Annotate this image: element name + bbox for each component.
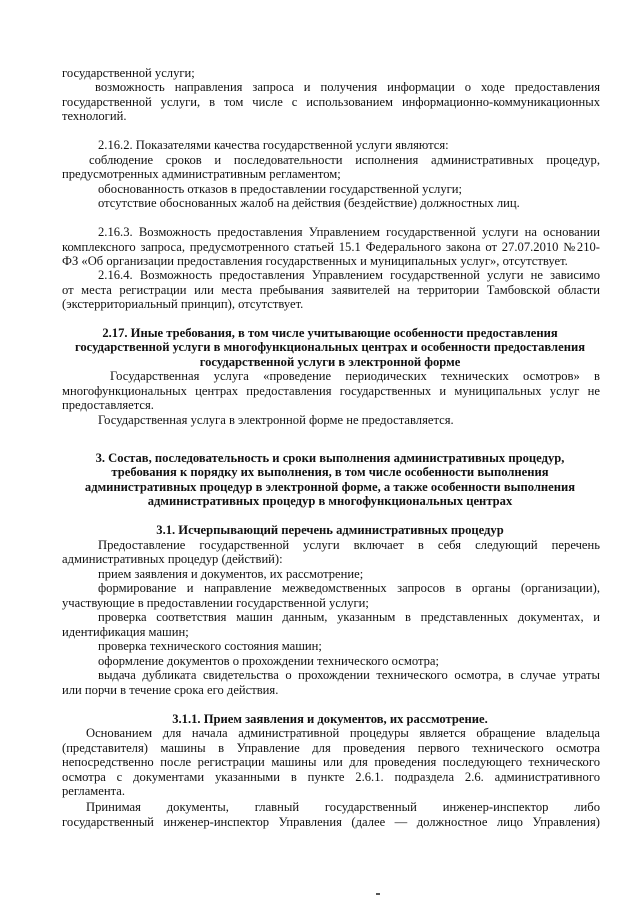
text-line: государственный инженер-инспектор Управления (далее — должностное лицо Управления) [62,815,600,829]
text-line: выдача дубликата свидетельства о прохождении технического осмотра, в случае утраты [98,668,600,682]
text-line: административных процедур (действий): [62,552,283,566]
text-line: государственной услуги, в том числе с использованием информационно-коммуникационных [62,95,600,109]
section-heading: 3. Состав, последовательность и сроки выполнения административных процедур, [95,451,565,465]
text-line: 2.16.4. Возможность предоставления Управлением государственной услуги не зависимо [98,268,600,282]
text-line: регламента. [62,784,125,798]
text-line: идентификация машин; [62,625,189,639]
text-line: (экстерриториальный принцип), отсутствует. [62,297,304,311]
section-heading: государственной услуги в электронной форме [199,355,461,369]
text-line: проверка соответствия машин данным, указанным в представленных документах, и [98,610,600,624]
text-line: 2.16.2. Показателями качества государственной услуги являются: [98,138,449,152]
text-line: (представителя) машины в Управление для проведения первого технического осмотра [62,741,600,755]
text-line: предоставляется. [62,398,154,412]
section-heading: 2.17. Иные требования, в том числе учитывающие особенности предоставления [102,326,558,340]
text-line: обоснованность отказов в предоставлении государственной услуги; [98,182,463,196]
section-heading: административных процедур в многофункциональных центрах [147,494,513,508]
text-line: Принимая документы, главный государственный инженер-инспектор либо [86,800,600,814]
text-line: государственной услуги; [62,66,195,80]
text-line: предусмотренных административным регламентом; [62,167,341,181]
text-line: технологий. [62,109,127,123]
text-line: или порчи в течение срока его действия. [62,683,279,697]
text-line: прием заявления и документов, их рассмотрение; [98,567,364,581]
text-line: от места регистрации или места пребывания заявителей на территории Тамбовской области [62,283,600,297]
text-line: соблюдение сроков и последовательности исполнения административных процедур, [89,153,600,167]
section-heading: административных процедур в электронной форме, а также особенности выполнения [84,480,576,494]
section-heading: государственной услуги в многофункциональных центрах и особенности предоставления [74,340,586,354]
text-line: возможность направления запроса и получения информации о ходе предоставления [95,80,600,94]
text-line: проверка технического состояния машин; [98,639,322,653]
text-line: комплексного запроса, предусмотренного статьей 15.1 Федерального закона от 27.07.2010 №210- [62,240,600,254]
text-line: оформление документов о прохождении технического осмотра; [98,654,440,668]
subsection-heading: 3.1. Исчерпывающий перечень административных процедур [156,523,504,537]
text-line: Государственная услуга в электронной форме не предоставляется. [98,413,454,427]
text-line: отсутствие обоснованных жалоб на действия (бездействие) должностных лиц. [98,196,520,210]
text-line: непосредственно после регистрации машины или для проведения последующего технического [62,755,600,769]
text-line: Основанием для начала административной процедуры является обращение владельца [86,726,600,740]
scan-speck [376,893,380,895]
text-line: ФЗ «Об организации предоставления государственных и муниципальных услуг», отсутствует. [62,254,568,268]
text-line: Государственная услуга «проведение периодических технических осмотров» в [110,369,600,383]
text-line: участвующие в предоставлении государственной услуги; [62,596,369,610]
text-line: 2.16.3. Возможность предоставления Управлением государственной услуги на основании [98,225,600,239]
text-line: многофункциональных центрах предоставления государственных и муниципальных услуг не [62,384,600,398]
text-line: осмотра с документами указанными в пункте 2.6.1. подраздела 2.6. административного [62,770,600,784]
text-line: Предоставление государственной услуги включает в себя следующий перечень [98,538,600,552]
subsection-heading: 3.1.1. Прием заявления и документов, их рассмотрение. [172,712,488,726]
section-heading: требования к порядку их выполнения, в том числе особенности выполнения [111,465,549,479]
text-line: формирование и направление межведомственных запросов в органы (организации), [98,581,600,595]
